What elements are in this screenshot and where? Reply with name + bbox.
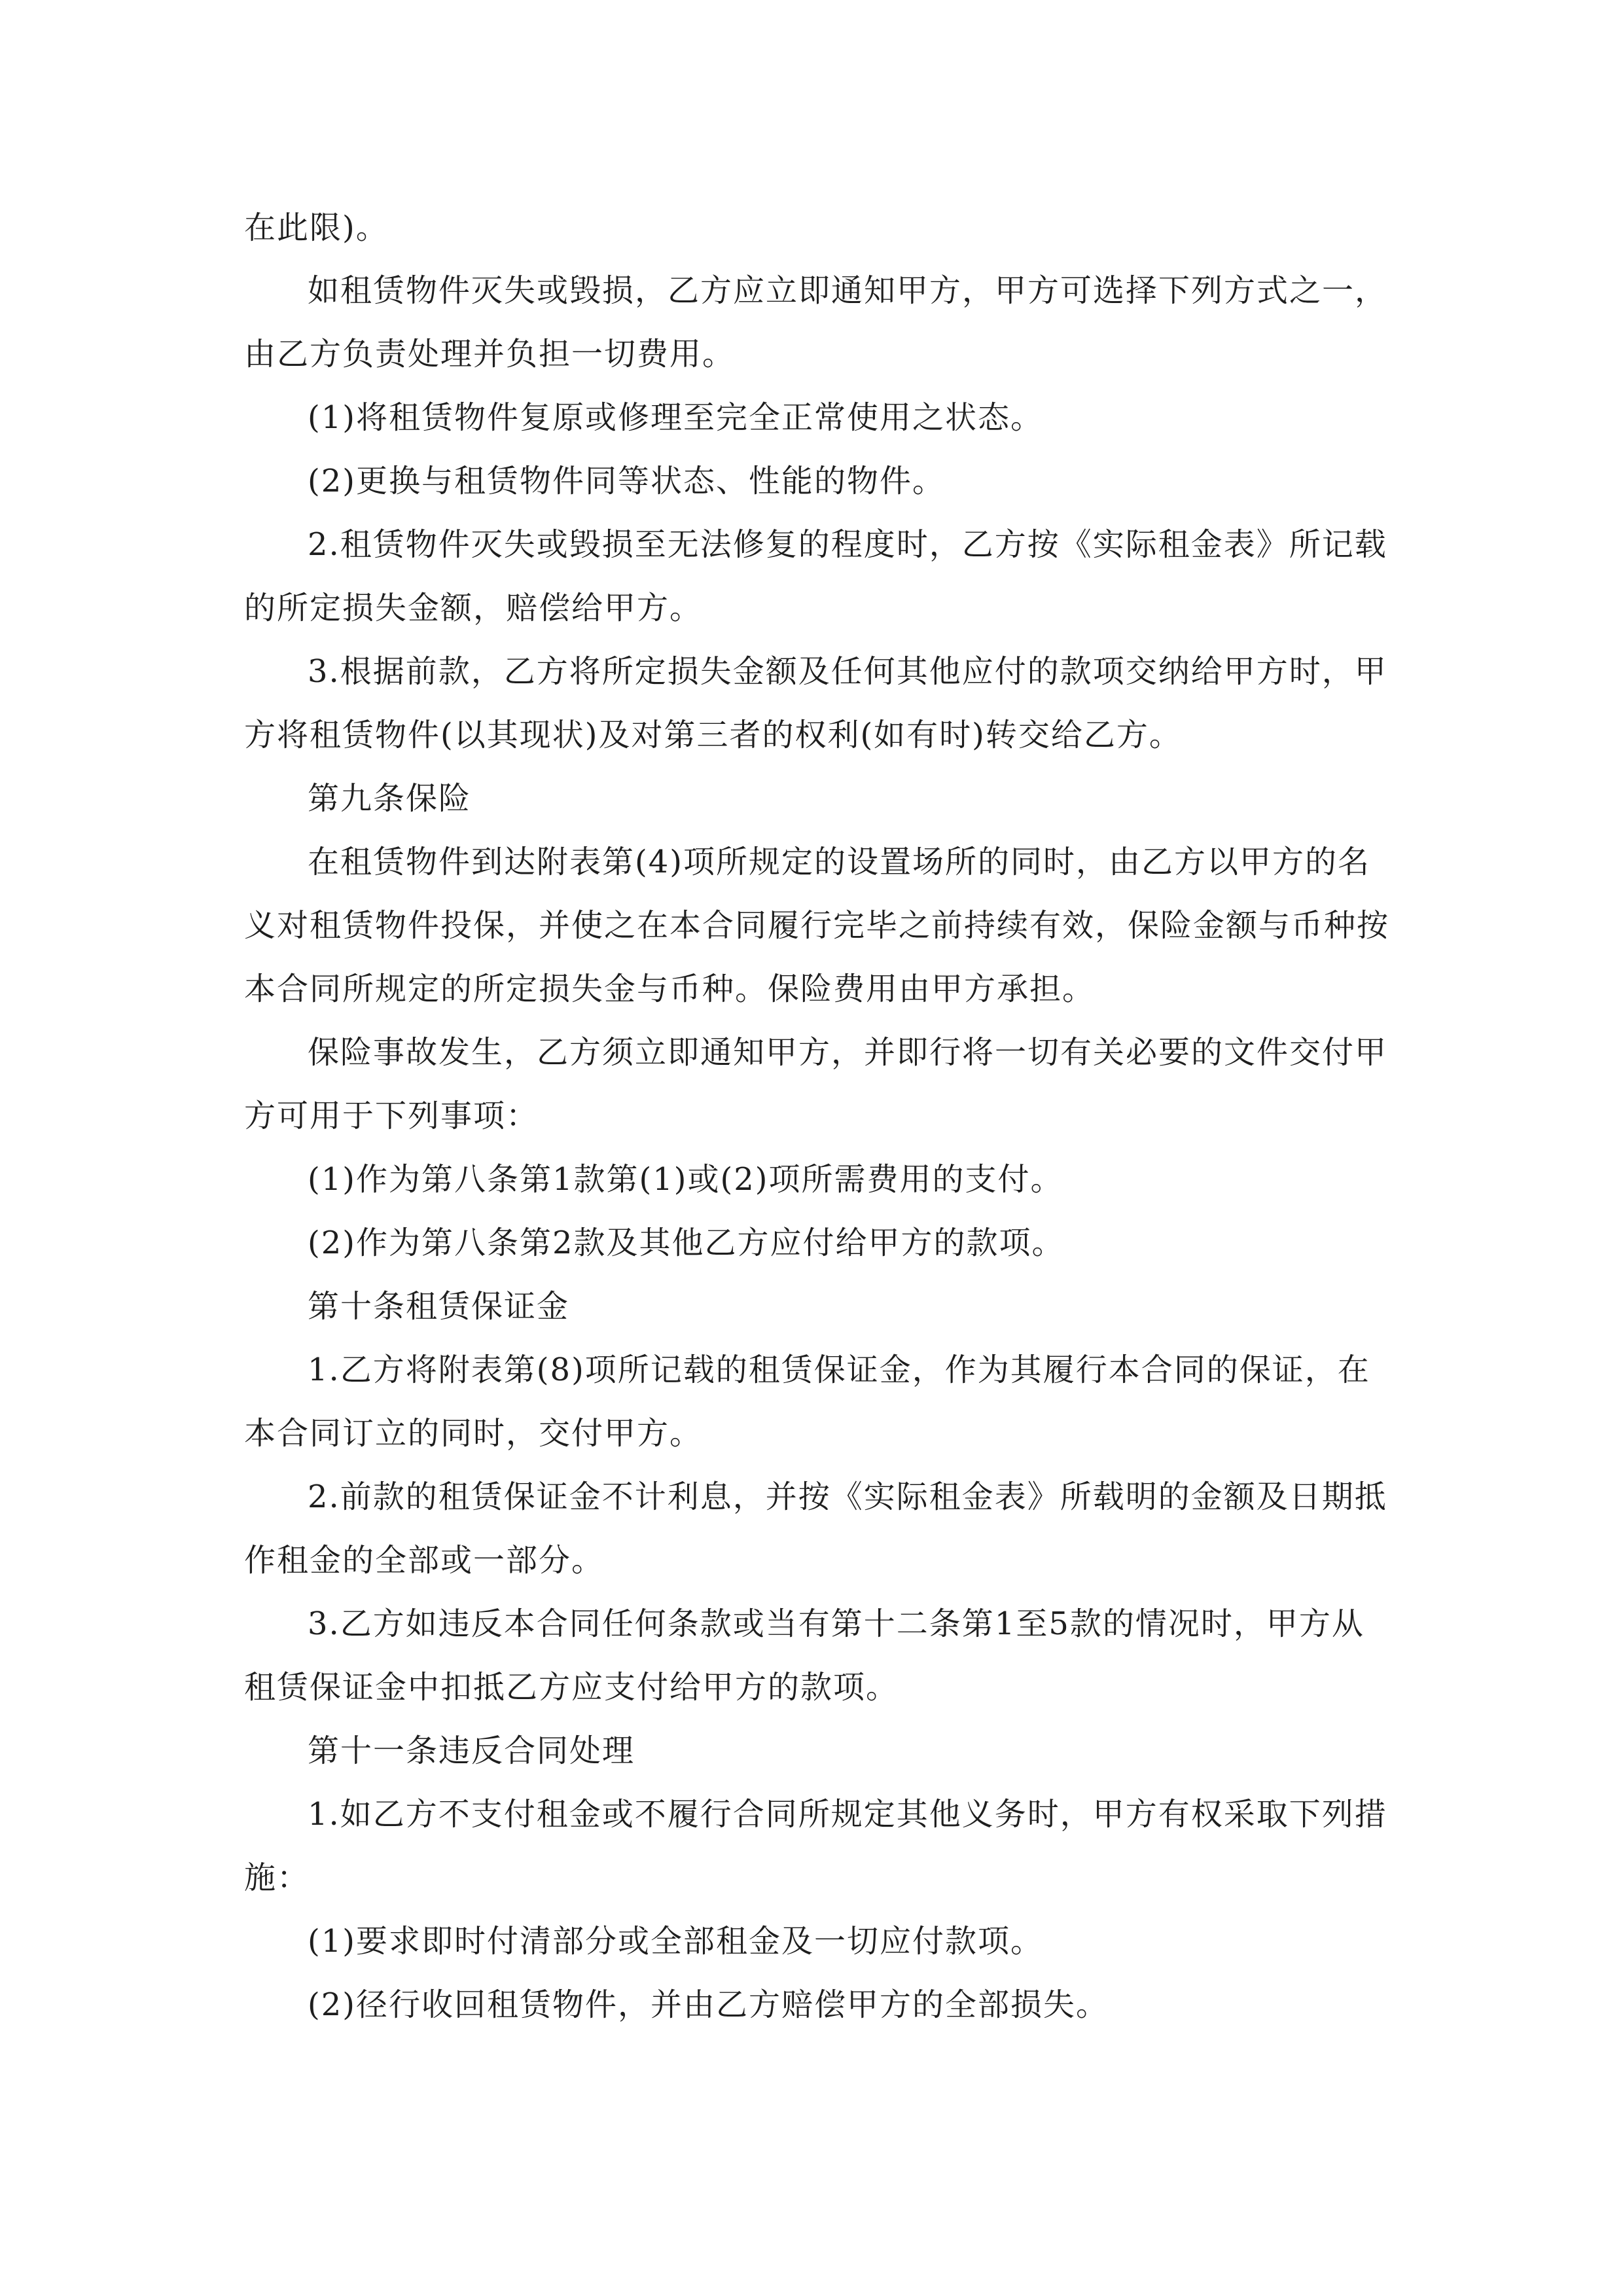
text-line: 租赁保证金中扣抵乙方应支付给甲方的款项。 [244,1669,899,1706]
text-line: 3.乙方如违反本合同任何条款或当有第十二条第1至5款的情况时，甲方从 [308,1605,1364,1642]
section-heading: 第十条租赁保证金 [308,1288,570,1325]
text-line: 2.前款的租赁保证金不计利息，并按《实际租金表》所载明的金额及日期抵 [308,1479,1387,1515]
text-line: 3.根据前款，乙方将所定损失金额及任何其他应付的款项交纳给甲方时，甲 [308,653,1387,690]
text-line: 本合同所规定的所定损失金与币种。保险费用由甲方承担。 [244,971,1096,1007]
text-line: (2)更换与租赁物件同等状态、性能的物件。 [308,463,945,499]
text-line: 义对租赁物件投保，并使之在本合同履行完毕之前持续有效，保险金额与币种按 [244,907,1390,944]
text-line: (1)作为第八条第1款第(1)或(2)项所需费用的支付。 [308,1161,1063,1198]
text-line: 如租赁物件灭失或毁损，乙方应立即通知甲方，甲方可选择下列方式之一， [308,272,1388,309]
text-line: (1)将租赁物件复原或修理至完全正常使用之状态。 [308,399,1043,436]
text-line: 的所定损失金额，赔偿给甲方。 [244,590,703,626]
text-line: 本合同订立的同时，交付甲方。 [244,1415,703,1452]
text-line: (1)要求即时付清部分或全部租金及一切应付款项。 [308,1923,1043,1960]
text-line: 1.乙方将附表第(8)项所记载的租赁保证金，作为其履行本合同的保证，在 [308,1352,1370,1388]
section-heading: 第九条保险 [308,780,472,817]
section-heading: 第十一条违反合同处理 [308,1732,635,1769]
text-line: (2)作为第八条第2款及其他乙方应付给甲方的款项。 [308,1225,1065,1261]
text-line: 2.租赁物件灭失或毁损至无法修复的程度时，乙方按《实际租金表》所记载 [308,526,1387,563]
text-line: (2)径行收回租赁物件，并由乙方赔偿甲方的全部损失。 [308,1986,1109,2023]
text-line: 保险事故发生，乙方须立即通知甲方，并即行将一切有关必要的文件交付甲 [308,1034,1388,1071]
text-line: 作租金的全部或一部分。 [244,1542,605,1579]
text-line: 在租赁物件到达附表第(4)项所规定的设置场所的同时，由乙方以甲方的名 [308,844,1370,880]
text-line: 在此限)。 [244,209,389,246]
text-line: 由乙方负责处理并负担一切费用。 [244,336,736,372]
text-line: 1.如乙方不支付租金或不履行合同所规定其他义务时，甲方有权采取下列措 [308,1796,1387,1833]
text-line: 施： [244,1859,310,1896]
text-line: 方可用于下列事项： [244,1098,539,1134]
text-line: 方将租赁物件(以其现状)及对第三者的权利(如有时)转交给乙方。 [244,717,1182,753]
